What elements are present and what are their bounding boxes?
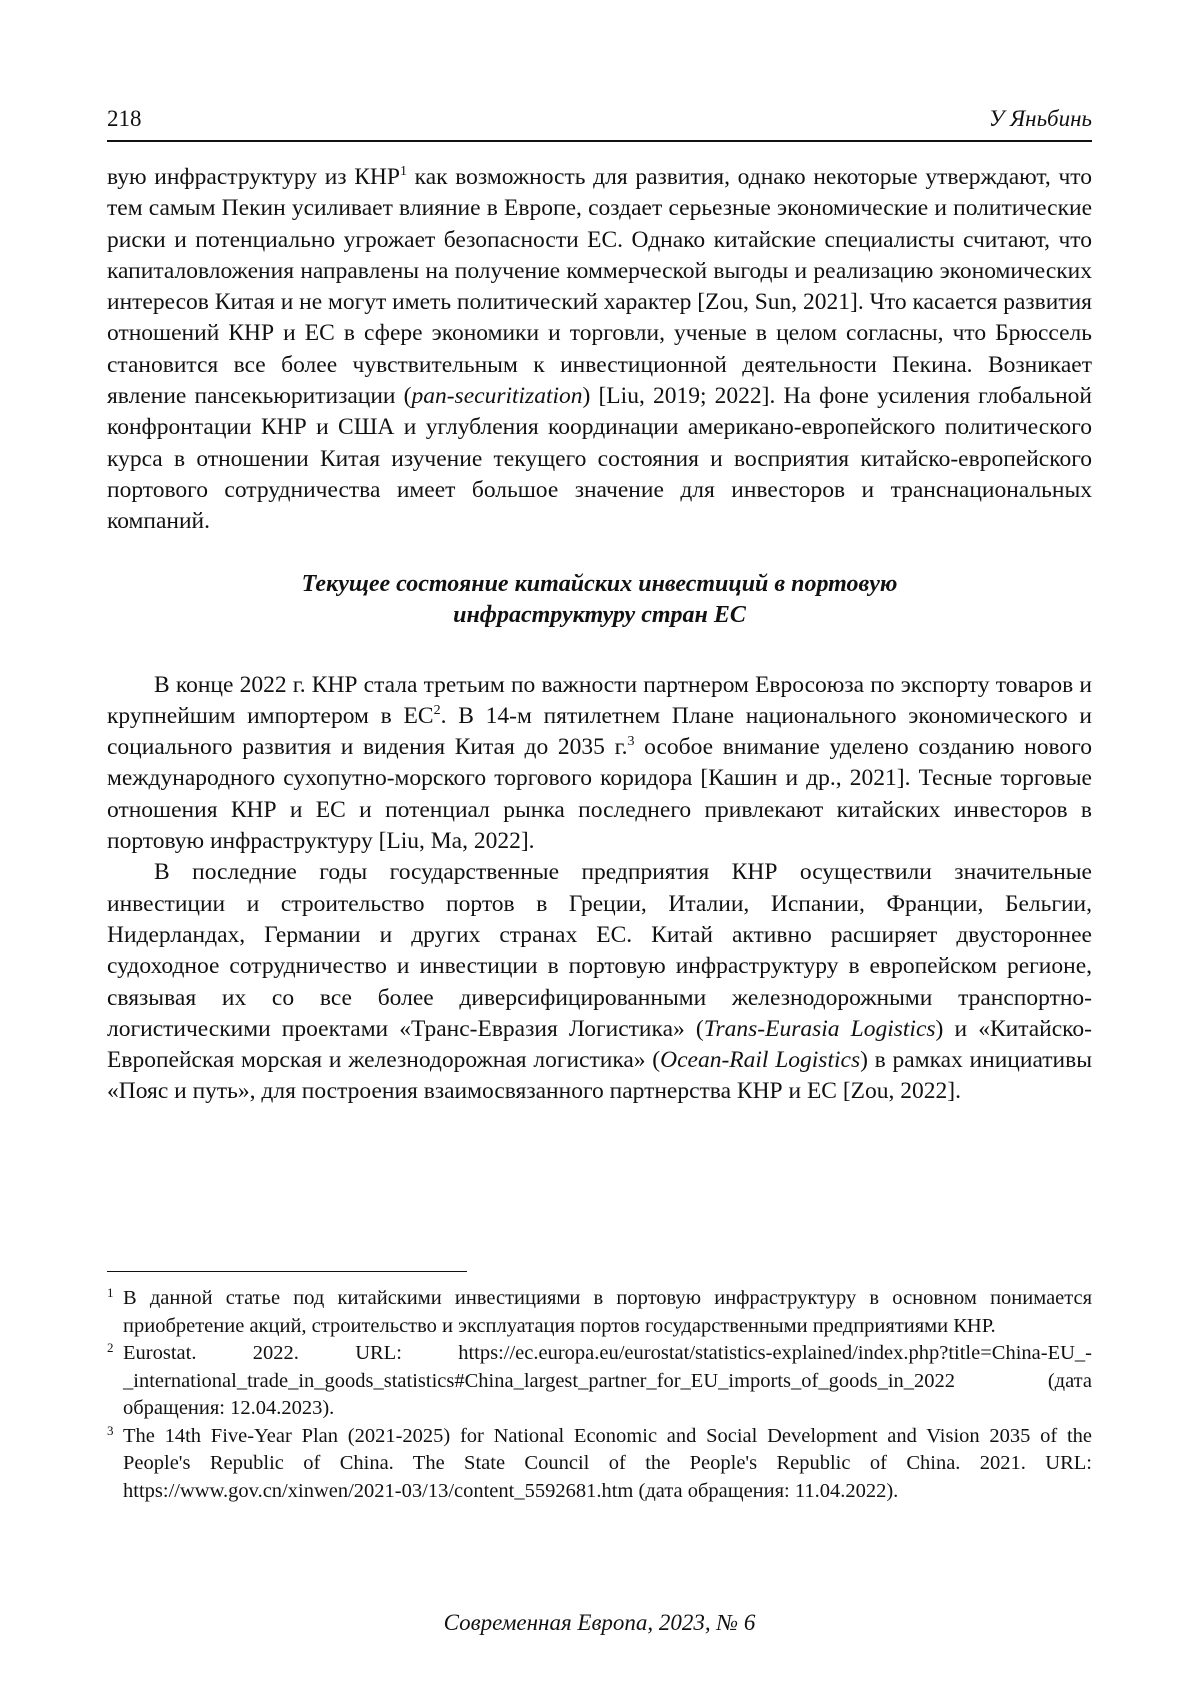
footnote-ref-3[interactable]: 3 xyxy=(627,734,635,750)
italic-term-ocean-rail: Ocean-Rail Logistics xyxy=(660,1047,861,1074)
footnotes xyxy=(107,1285,1092,1505)
running-head xyxy=(107,104,1092,142)
footnote-text[interactable]: Eurostat. 2022. URL: https://ec.europa.eu/eurostat/statistics-explained/index.php?title=China-EU_-_international_trade_in_goods_statistics#China_largest_partner_for_EU_imports_of_goods_in_2022 (дата обращения: 12.04.2023). xyxy=(123,1342,1092,1419)
page-number: 218 xyxy=(107,106,142,131)
footnote-divider xyxy=(107,1271,467,1272)
footnote-2 xyxy=(107,1340,1092,1423)
paragraph-2: В конце 2022 г. КНР стала третьим по важности партнером Евросоюза по экспорту товаров и крупнейшим импортером в $ЕС^2$. В 14-м пятилетнем Плане национального экономического и социального развития и видения Китая до 2035 г.$^3$ особое внимание уделено созданию нового международного сухопутно-морского торгового коридора [Кашин и др., 2021]. Тесные торговые отношения КНР и ЕС и потенциал рынка последнего привлекают китайских инвесторов в портовую инфраструктуру [Liu, Ma, 2022]. xyxy=(107,671,1092,855)
footnote-text[interactable]: The 14th Five-Year Plan (2021-2025) for National Economic and Social Development and Vision 2035 of the People's Republic of China. The State Council of the People's Republic of China. 2021. URL: https://www.gov.cn/xinwen/2021-03/13/content_5592681.htm (дата обращения: 11.04.2022). xyxy=(123,1424,1092,1502)
journal-page xyxy=(107,0,1092,1694)
footnote-mark: 3 xyxy=(107,1422,114,1438)
paragraph-1: вую инфраструктуру из КНР$^1$ как возможность для развития, однако некоторые утверждают, что тем самым Пекин усиливает влияние в Европе, создает серьезные экономические и политические риски и потенциально угрожает безопасности ЕС. Однако китайские специалисты считают, что капиталовложения направлены на получение коммерческой выгоды и реализацию экономических интересов Китая и не могут иметь политический характер [Zou, Sun, 2021]. Что касается развития отношений КНР и ЕС в сфере экономики и торговли, ученые в целом согласны, что Брюссель становится все более чувствительным к инвестиционной деятельности Пекина. Возникает явление пансекьюритизации (pan-securitization) [Liu, 2019; 2022]. На фоне усиления глобальной конфронтации КНР и США и углубления координации американо-европейского политического курса в отношении Китая изучение текущего состояния и восприятия китайско-европейского портового сотрудничества имеет большое значение для инвесторов и транснациональных компаний. xyxy=(107,164,1093,535)
footnote-mark: 1 xyxy=(107,1285,114,1300)
footnote-ref-1[interactable]: 1 xyxy=(399,164,407,179)
footnote-mark: 2 xyxy=(107,1340,114,1355)
italic-term-pan-securitization: pan-securitization xyxy=(411,383,583,410)
journal-footer: Современная Европа, 2023, № 6 xyxy=(443,1610,756,1635)
footnote-1 xyxy=(107,1285,1092,1340)
footnote-ref-2[interactable]: 2 xyxy=(433,702,441,718)
paragraph-3: В последние годы государственные предприятия КНР осуществили значительные инвестиции и строительство портов в Греции, Италии, Испании, Франции, Бельгии, Нидерландах, Германии и других странах ЕС. Китай активно расширяет двустороннее судоходное сотрудничество и инвестиции в портовую инфраструктуру в европейском регионе, связывая их со все более диверсифицированными железнодорожными транспортно-логистическими проектами «Транс-Евразия Логистика» (Trans-Eurasia Logistics) и «Китайско-Европейская морская и железнодорожная логистика» (Ocean-Rail Logistics) в рамках инициативы «Пояс и путь», для построения взаимосвязанного партнерства КНР и ЕС [Zou, 2022]. xyxy=(107,859,1092,1105)
italic-term-trans-eurasia: Trans-Eurasia Logistics xyxy=(703,1015,936,1042)
running-head-author: У Яньбинь xyxy=(988,106,1092,131)
footnote-text: В данной статье под китайскими инвестициями в портовую инфраструктуру в основном понимается приобретение акций, строительство и эксплуатация портов государственными предприятиями КНР. xyxy=(123,1287,1092,1337)
footnote-3 xyxy=(107,1423,1092,1506)
section-heading: Текущее состояние китайских инвестиций в портовую инфраструктуру стран ЕС xyxy=(301,570,898,628)
article-body xyxy=(107,162,1092,1108)
